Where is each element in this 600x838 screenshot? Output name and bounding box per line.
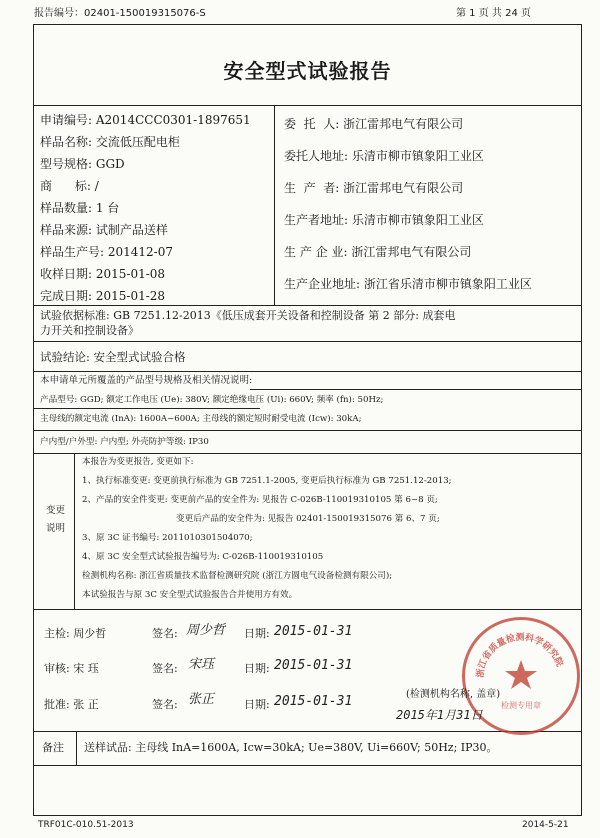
seal-text: 浙江省质量检测科学研究院: [475, 632, 565, 679]
inspector-role: 主检: 周少哲: [44, 627, 107, 640]
application-number: 申请编号: A2014CCC0301-1897651: [40, 113, 251, 127]
reviewer-date: 2015-01-31: [274, 658, 353, 673]
sample-production-number: 样品生产号: 201412-07: [40, 245, 174, 259]
change-line-6: 4、原 3C 安全型式试验报告编号为: C-026B-110019310105: [82, 552, 324, 562]
seal-subtext: 检测专用章: [501, 701, 541, 710]
report-frame: [33, 24, 582, 816]
approver-date-label: 日期:: [244, 698, 270, 711]
change-label-2: 说明: [46, 523, 66, 534]
seal-caption: (检测机构名称, 盖章): [406, 689, 501, 700]
inspector-date-label: 日期:: [244, 627, 270, 640]
form-code: TRF01C-010.51-2013: [38, 820, 134, 830]
change-label-1: 变更: [46, 505, 66, 516]
client: 委 托 人: 浙江雷邦电气有限公司: [284, 117, 464, 131]
reviewer-role: 审核: 宋 珏: [44, 662, 99, 675]
approver-sign-label: 签名:: [152, 698, 178, 711]
coverage-line-2: 主母线的额定电流 (InA): 1600A~600A; 主母线的额定短时耐受电流 (Icw): 30kA;: [40, 414, 362, 424]
change-line-8: 本试验报告与原 3C 安全型式试验报告合并使用方有效。: [82, 590, 298, 600]
trademark: 商 标: /: [40, 179, 99, 193]
reviewer-sign-label: 签名:: [152, 662, 178, 675]
completion-date: 完成日期: 2015-01-28: [40, 289, 166, 303]
change-line-5: 3、原 3C 证书编号: 2011010301504070;: [82, 533, 253, 543]
test-basis-line1: 试验依据标准: GB 7251.12-2013《低压成套开关设备和控制设备 第 2 部分: 成套电: [40, 309, 456, 322]
coverage-line-1: 产品型号: GGD; 额定工作电压 (Ue): 380V; 额定绝缘电压 (Ui): 660V; 频率 (fn): 50Hz;: [40, 395, 384, 405]
coverage-intro: 本申请单元所覆盖的产品型号规格及相关情况说明:: [40, 375, 253, 386]
sample-name: 样品名称: 交流低压配电柜: [40, 135, 180, 149]
client-address: 委托人地址: 乐清市柳市镇象阳工业区: [284, 149, 484, 163]
coverage-line-3: 户内型/户外型: 户内型; 外壳防护等级: IP30: [40, 437, 209, 447]
change-line-7: 检测机构名称: 浙江省质量技术监督检测研究院 (浙江方圆电气设备检测有限公司);: [82, 571, 393, 581]
form-date: 2014-5-21: [522, 820, 569, 830]
remark-text: 送样试品: 主母线 InA=1600A, Icw=30kA; Ue=380V, Ui=660V; 50Hz; IP30。: [84, 741, 498, 754]
approver-date: 2015-01-31: [274, 694, 353, 709]
page-indicator: 第 1 页 共 24 页: [456, 8, 531, 19]
change-line-1: 本报告为变更报告, 变更如下:: [82, 457, 194, 467]
receipt-date: 收样日期: 2015-01-08: [40, 267, 166, 281]
inspector-date: 2015-01-31: [274, 624, 353, 639]
model-spec: 型号规格: GGD: [40, 157, 125, 171]
seal-date: 2015年1月31日: [396, 708, 483, 722]
inspector-signature: 周少哲: [186, 623, 226, 638]
manufacturer: 生 产 者: 浙江雷邦电气有限公司: [284, 181, 464, 195]
remark-label: 备注: [42, 741, 64, 754]
report-title: 安全型式试验报告: [223, 59, 392, 83]
reviewer-date-label: 日期:: [244, 662, 270, 675]
production-enterprise: 生 产 企 业: 浙江雷邦电气有限公司: [284, 245, 472, 259]
report-number: 报告编号：02401-150019315076-S: [34, 8, 206, 19]
inspector-sign-label: 签名:: [152, 627, 178, 640]
change-line-4: 变更后产品的安全件为: 见报告 02401-150019315076 第 6、7 页;: [176, 514, 440, 524]
approver-signature: 张正: [188, 692, 215, 707]
sample-source: 样品来源: 试制产品送样: [40, 223, 168, 237]
test-conclusion: 试验结论: 安全型式试验合格: [40, 350, 186, 364]
manufacturer-address: 生产者地址: 乐清市柳市镇象阳工业区: [284, 213, 484, 227]
approver-role: 批准: 张 正: [44, 698, 99, 711]
production-enterprise-address: 生产企业地址: 浙江省乐清市柳市镇象阳工业区: [284, 277, 532, 291]
change-line-2: 1、执行标准变更: 变更前执行标准为 GB 7251.1-2005, 变更后执行标准为 GB 7251.12-2013;: [82, 476, 452, 486]
reviewer-signature: 宋珏: [188, 657, 215, 672]
change-line-3: 2、产品的安全件变更: 变更前产品的安全件为: 见报告 C-026B-110019310105 第 6~8 页;: [82, 495, 438, 505]
sample-quantity: 样品数量: 1 台: [40, 201, 120, 215]
test-basis-line2: 力开关和控制设备》: [40, 324, 139, 337]
